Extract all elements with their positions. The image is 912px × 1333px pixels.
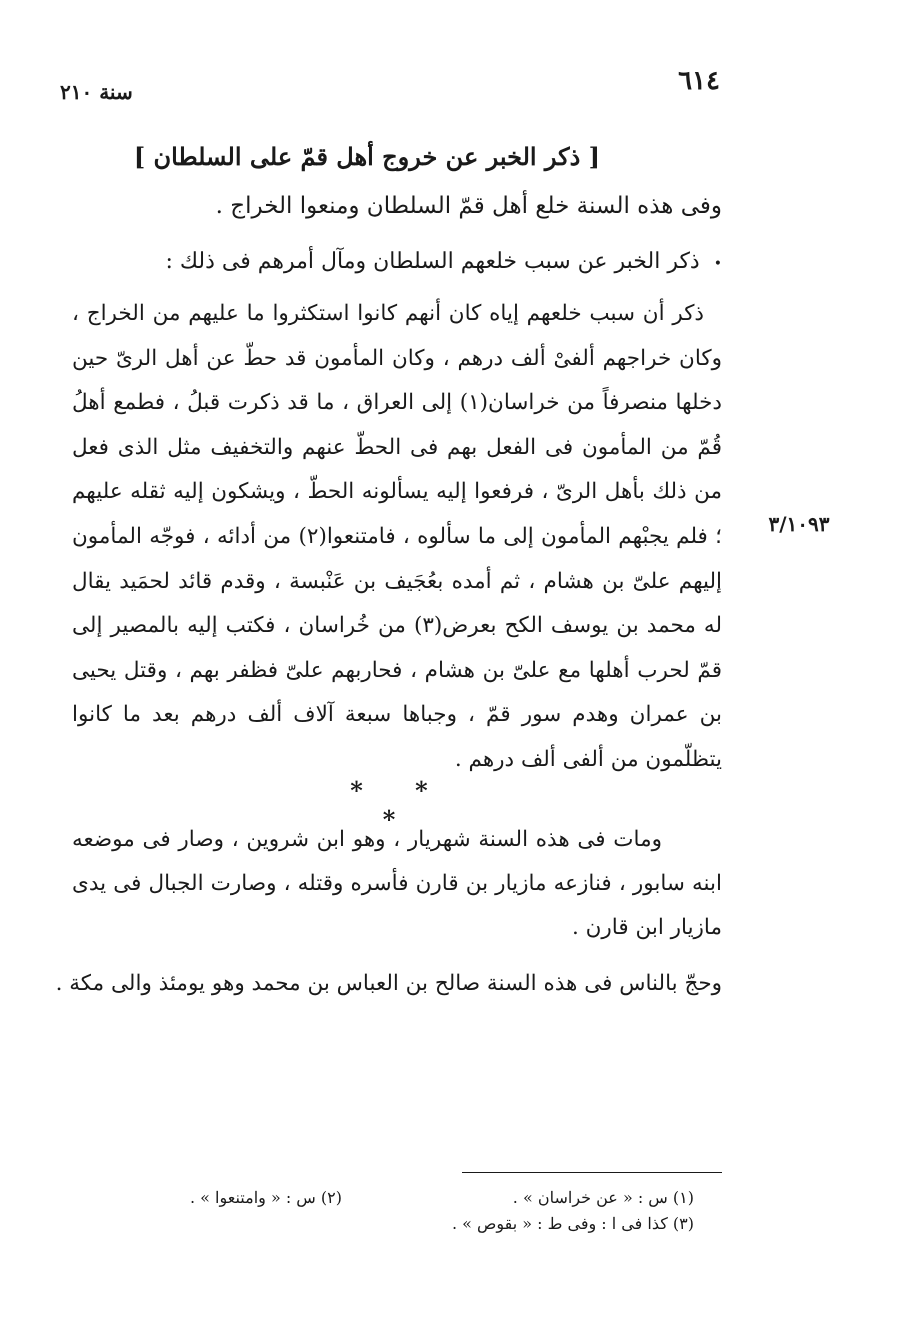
section-separator: * * * bbox=[350, 776, 450, 834]
footnote-3: (٣) كذا فى ا : وفى ط : « بقوص » . bbox=[451, 1214, 694, 1233]
footnote-2: (٢) س : « وامتنعوا » . bbox=[189, 1188, 342, 1207]
bullet-icon: • bbox=[713, 256, 722, 272]
page-number: ٦١٤ bbox=[678, 66, 720, 96]
section-title: [ ذكر الخبر عن خروج أهل قمّ على السلطان ] bbox=[133, 142, 600, 171]
main-paragraph bbox=[72, 292, 722, 783]
paragraph-shahriyar-text: ومات فى هذه السنة شهريار ، وهو ابن شروين ، وصار فى موضعه ابنه سابور ، فنازعه مازيار بن قارن فأسره وقتله ، وصارت الجبال فى يدى مازيار ابن قارن . bbox=[72, 827, 722, 940]
running-header-year: سنة ٢١٠ bbox=[60, 80, 133, 104]
paragraph-shahriyar bbox=[72, 818, 722, 950]
footnote-1: (١) س : « عن خراسان » . bbox=[512, 1188, 694, 1207]
paragraph-hajj: وحجّ بالناس فى هذه السنة صالح بن العباس بن محمد وهو يومئذ والى مكة . bbox=[55, 971, 722, 996]
footnote-divider bbox=[462, 1172, 722, 1173]
main-paragraph-text: ذكر أن سبب خلعهم إياه كان أنهم كانوا استكثروا ما عليهم من الخراج ، وكان خراجهم ألفىْ ألف درهم ، وكان المأمون قد حطّ عن أهل الرىّ حين دخلها منصرفاً من خراسان(١) إلى العراق ، ما قد ذكرت قبلُ ، فطمع أهلُ قُمّ من المأمون فى الفعل بهم فى الحطّ عنهم والتخفيف مثل الذى فعل من ذلك بأهل الرىّ ، فرفعوا إليه يسألونه الحطّ ، ويشكون إليه ثقله عليهم ؛ فلم يجبْهم المأمون إلى ما سألوه ، فامتنعوا(٢) من أدائه ، فوجّه المأمون إليهم علىّ بن هشام ، ثم أمده بعُجَيف بن عَنْبسة ، وقدم قائد لحمَيد يقال له محمد بن يوسف الكح بعرض(٣) من خُراسان ، فكتب إليه بالمصير إلى قمّ لحرب أهلها مع علىّ بن هشام ، فحاربهم علىّ فظفر بهم ، وقتل يحيى بن عمران وهدم سور قمّ ، وجباها سبعة آلاف ألف درهم بعد ما كانوا يتظلّمون من ألفى ألف درهم . bbox=[72, 301, 722, 772]
bullet-heading bbox=[165, 249, 722, 274]
margin-reference: ٣/١٠٩٣ bbox=[768, 512, 830, 536]
bullet-heading-text: ذكر الخبر عن سبب خلعهم السلطان ومآل أمرهم فى ذلك : bbox=[165, 249, 700, 274]
intro-line: وفى هذه السنة خلع أهل قمّ السلطان ومنعوا الخراج . bbox=[215, 193, 722, 219]
